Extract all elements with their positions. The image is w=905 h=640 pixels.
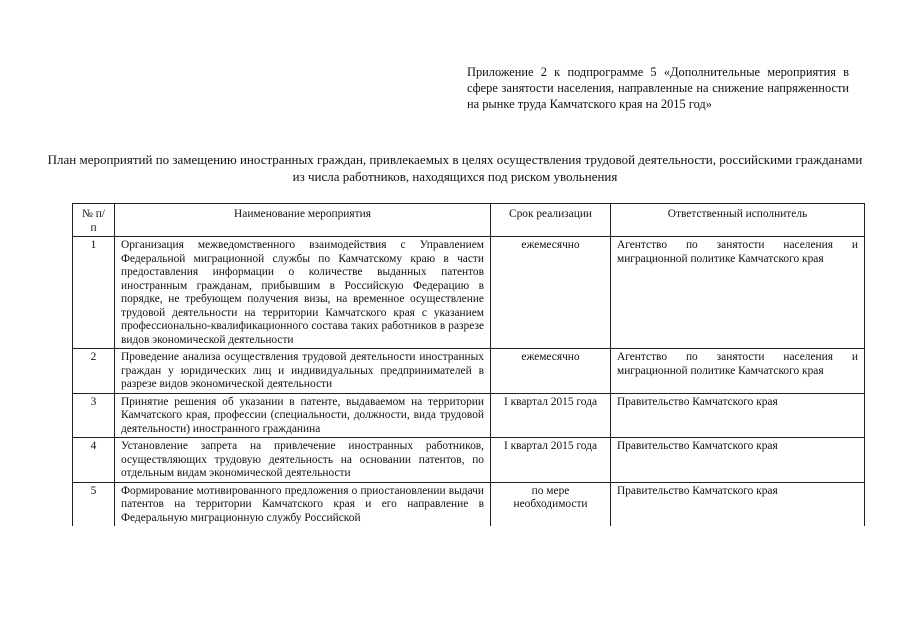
table-row (73, 438, 865, 483)
row-term: по мере необходимости (491, 482, 611, 526)
row-name: Принятие решения об указании в патенте, выдаваемом на территории Камчатского края, профессии (специальности, должности, вида трудовой деятельности) иностранного гражданина (115, 393, 491, 438)
header-resp: Ответственный исполнитель (611, 204, 865, 237)
table-row (73, 393, 865, 438)
row-num: 1 (73, 237, 115, 349)
row-resp: Агентство по занятости населения и миграционной политике Камчатского края (611, 349, 865, 394)
plan-title: План мероприятий по замещению иностранных граждан, привлекаемых в целях осуществления трудовой деятельности, российскими гражданами из числа работников, находящихся под риском увольнения (47, 152, 863, 184)
header-name: Наименование мероприятия (115, 204, 491, 237)
row-name: Организация межведомственного взаимодействия с Управлением Федеральной миграционной службы по Камчатскому краю в части предоставления информации о количестве выданных патентов иностранным гражданам, прибывшим в Российскую Федерацию в порядке, не требующем получения визы, на временное осуществление трудовой деятельности на территории Камчатского края с указанием профессионально-квалификационного состава таких работников в разрезе видов экономической деятельности (115, 237, 491, 349)
row-name: Проведение анализа осуществления трудовой деятельности иностранных граждан у юридических лиц и индивидуальных предпринимателей в разрезе видов экономической деятельности (115, 349, 491, 394)
row-resp: Агентство по занятости населения и миграционной политике Камчатского края (611, 237, 865, 349)
annex-note: Приложение 2 к подпрограмме 5 «Дополнительные мероприятия в сфере занятости населения, направленные на снижение напряженности на рынке труда Камчатского края на 2015 год» (467, 65, 849, 111)
row-resp: Правительство Камчатского края (611, 438, 865, 483)
row-term: I квартал 2015 года (491, 393, 611, 438)
row-resp: Правительство Камчатского края (611, 393, 865, 438)
table-row (73, 482, 865, 526)
header-term: Срок реализации (491, 204, 611, 237)
row-num: 5 (73, 482, 115, 526)
row-term: I квартал 2015 года (491, 438, 611, 483)
row-name: Установление запрета на привлечение иностранных работников, осуществляющих трудовую деятельность на основании патентов, по отдельным видам экономической деятельности (115, 438, 491, 483)
table-row (73, 349, 865, 394)
row-term: ежемесячно (491, 349, 611, 394)
row-name: Формирование мотивированного предложения о приостановлении выдачи патентов на территории Камчатского края и его направление в Федеральную миграционную службу Российской (115, 482, 491, 526)
plan-table (72, 203, 865, 526)
table-header-row (73, 204, 865, 237)
row-num: 2 (73, 349, 115, 394)
table-row (73, 237, 865, 349)
row-num: 4 (73, 438, 115, 483)
row-term: ежемесячно (491, 237, 611, 349)
row-num: 3 (73, 393, 115, 438)
header-num: № п/п (73, 204, 115, 237)
row-resp: Правительство Камчатского края (611, 482, 865, 526)
